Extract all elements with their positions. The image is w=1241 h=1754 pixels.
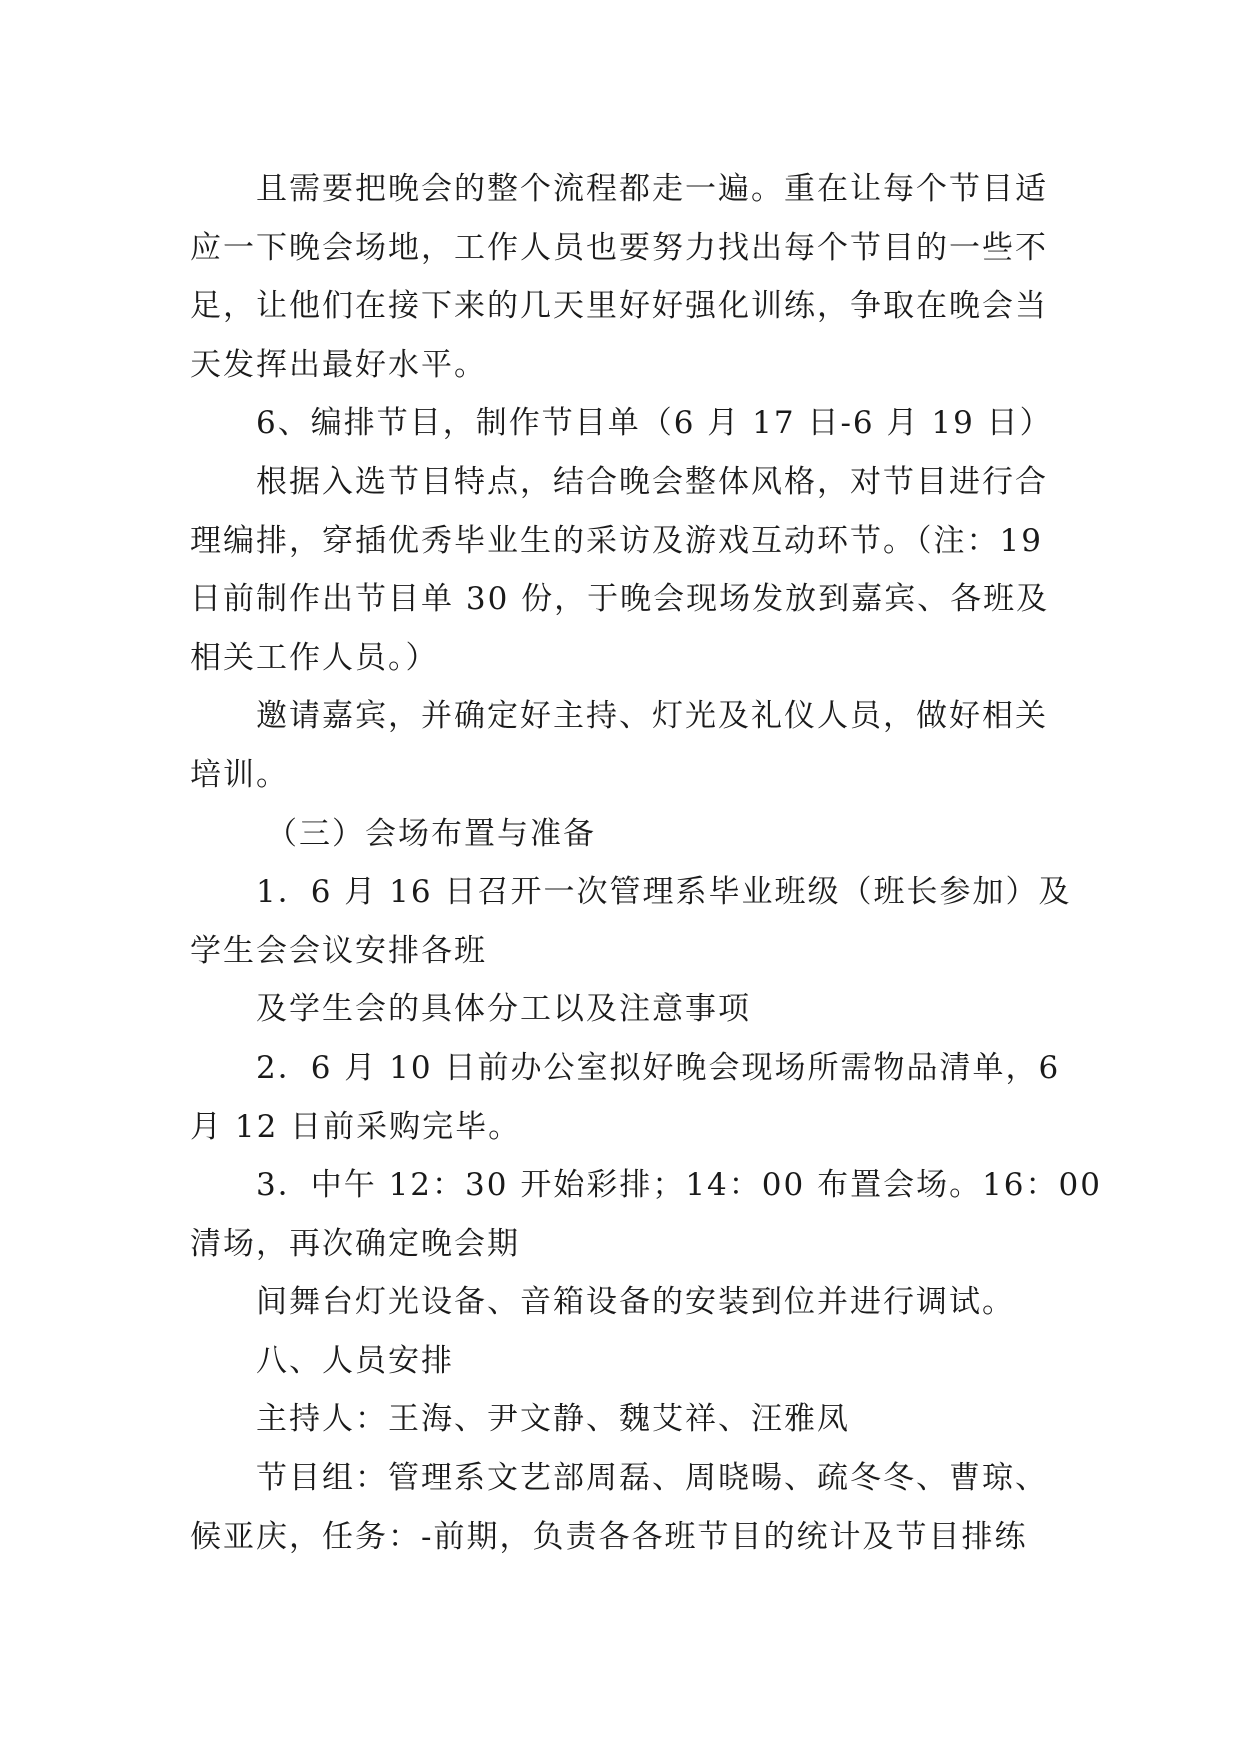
- paragraph-line: 相关工作人员。）: [190, 639, 439, 676]
- paragraph-line: 天发挥出最好水平。: [190, 346, 487, 383]
- paragraph-line: 节目组：管理系文艺部周磊、周晓暘、疏冬冬、曹琼、: [256, 1460, 1048, 1497]
- paragraph-line: 及学生会的具体分工以及注意事项: [256, 991, 751, 1028]
- paragraph-line: 月 12 日前采购完毕。: [190, 1108, 522, 1145]
- paragraph-line: 且需要把晚会的整个流程都走一遍。重在让每个节目适: [256, 171, 1048, 207]
- paragraph-line: 日前制作出节目单 30 份，于晚会现场发放到嘉宾、各班及: [190, 581, 1050, 618]
- paragraph-line: 学生会会议安排各班: [190, 932, 487, 969]
- paragraph-line: 足，让他们在接下来的几天里好好强化训练，争取在晚会当: [190, 288, 1048, 325]
- paragraph-line: 间舞台灯光设备、音箱设备的安装到位并进行调试。: [256, 1284, 1015, 1321]
- paragraph-line: 应一下晚会场地，工作人员也要努力找出每个节目的一些不: [190, 229, 1048, 266]
- paragraph-line: 主持人：王海、尹文静、魏艾祥、汪雅凤: [256, 1401, 850, 1438]
- paragraph-line: 候亚庆，任务：-前期，负责各各班节目的统计及节目排练: [190, 1518, 1028, 1555]
- paragraph-line: 根据入选节目特点，结合晚会整体风格，对节目进行合: [256, 463, 1048, 500]
- paragraph-line: 邀请嘉宾，并确定好主持、灯光及礼仪人员，做好相关: [256, 698, 1048, 735]
- paragraph-line: 培训。: [190, 756, 289, 793]
- section-heading-line: 6、编排节目，制作节目单（6 月 17 日-6 月 19 日）: [256, 405, 1053, 442]
- paragraph-line: 3．中午 12：30 开始彩排；14：00 布置会场。16：00: [256, 1167, 1102, 1204]
- paragraph-line: 2．6 月 10 日前办公室拟好晚会现场所需物品清单，6: [256, 1049, 1061, 1086]
- document-body: [190, 160, 1102, 1566]
- paragraph-line: 理编排，穿插优秀毕业生的采访及游戏互动环节。（注：19: [190, 522, 1043, 559]
- paragraph-line: 清场，再次确定晚会期: [190, 1225, 520, 1262]
- section-heading-line: 八、人员安排: [256, 1342, 454, 1379]
- section-heading-line: （三）会场布置与准备: [266, 815, 596, 852]
- paragraph-line: 1．6 月 16 日召开一次管理系毕业班级（班长参加）及: [256, 874, 1072, 911]
